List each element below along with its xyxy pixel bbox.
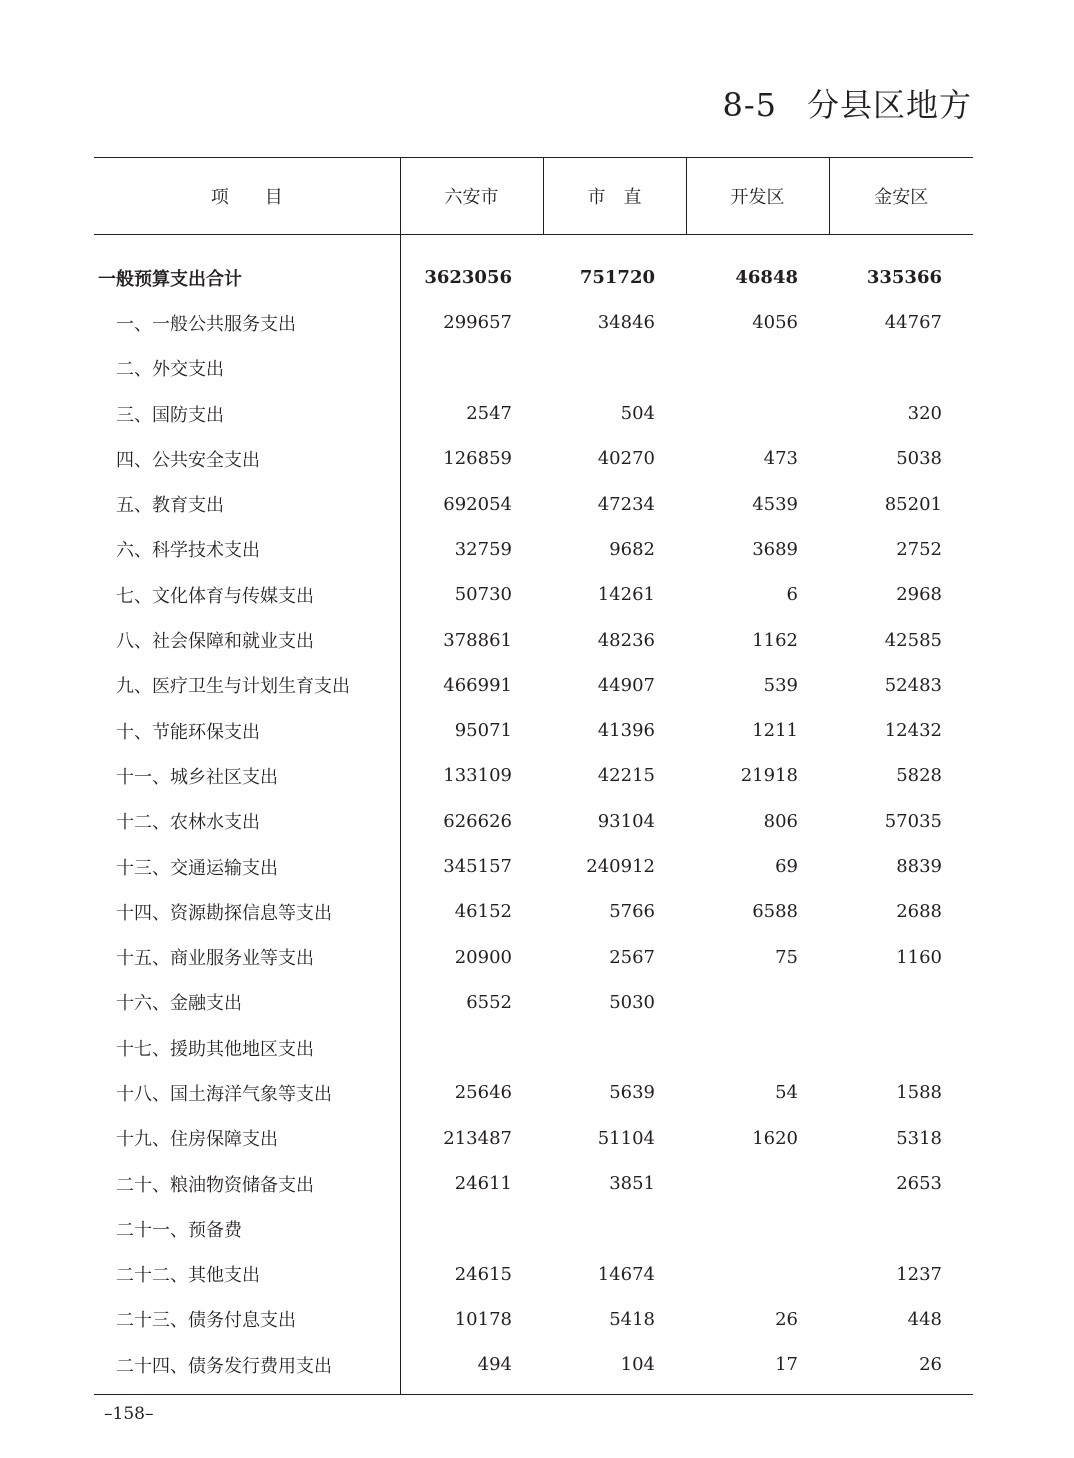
budget-expenditure-table xyxy=(94,157,973,1395)
value-lu-an-city: 95071 xyxy=(454,720,512,742)
total-row xyxy=(94,235,973,301)
table-row xyxy=(94,799,973,844)
value-development-zone: 1620 xyxy=(752,1127,798,1149)
value-jin-an-district xyxy=(829,1206,973,1251)
value-city-direct: 5639 xyxy=(609,1082,655,1104)
value-jin-an-district: 5828 xyxy=(896,765,942,787)
value-lu-an-city: 24615 xyxy=(454,1263,512,1285)
row-label: 十六、金融支出 xyxy=(94,980,400,1025)
table-body xyxy=(94,235,973,1395)
row-label: 七、文化体育与传媒支出 xyxy=(94,572,400,617)
value-development-zone xyxy=(686,346,829,391)
value-city-direct: 48236 xyxy=(597,629,655,651)
value-jin-an-district: 2968 xyxy=(896,584,942,606)
value-city-direct: 51104 xyxy=(597,1127,655,1149)
value-jin-an-district: 2688 xyxy=(896,901,942,923)
value-development-zone xyxy=(686,391,829,436)
value-development-zone: 1162 xyxy=(752,629,798,651)
value-development-zone: 6 xyxy=(786,584,798,606)
header-lu-an-city: 六安市 xyxy=(400,158,543,235)
table-number: 8-5 xyxy=(722,86,777,124)
value-development-zone: 806 xyxy=(763,810,798,832)
value-city-direct: 34846 xyxy=(597,312,655,334)
header-row xyxy=(94,158,973,235)
value-city-direct: 42215 xyxy=(597,765,655,787)
row-label: 十八、国土海洋气象等支出 xyxy=(94,1070,400,1115)
value-city-direct: 9682 xyxy=(609,538,655,560)
total-value-city-direct: 751720 xyxy=(579,267,655,289)
value-development-zone xyxy=(686,1252,829,1297)
table-row xyxy=(94,617,973,662)
value-lu-an-city: 345157 xyxy=(443,856,512,877)
value-development-zone: 4056 xyxy=(752,312,798,334)
table-row xyxy=(94,663,973,708)
value-jin-an-district: 26 xyxy=(829,1342,973,1395)
table-row xyxy=(94,753,973,798)
value-city-direct: 2567 xyxy=(609,946,655,968)
value-lu-an-city xyxy=(400,1206,543,1251)
total-value-lu-an-city: 3623056 xyxy=(424,267,512,289)
header-city-direct: 市 直 xyxy=(543,158,686,235)
row-label: 二十三、债务付息支出 xyxy=(94,1297,400,1342)
value-lu-an-city: 6552 xyxy=(466,991,512,1013)
row-label: 六、科学技术支出 xyxy=(94,527,400,572)
value-lu-an-city: 626626 xyxy=(443,810,512,832)
value-lu-an-city: 20900 xyxy=(454,946,512,968)
table-row xyxy=(94,1116,973,1161)
value-development-zone xyxy=(686,1025,829,1070)
table-row xyxy=(94,844,973,889)
value-lu-an-city: 50730 xyxy=(454,584,512,606)
value-lu-an-city: 466991 xyxy=(443,674,512,696)
value-lu-an-city: 46152 xyxy=(454,901,512,923)
value-lu-an-city: 25646 xyxy=(454,1082,512,1104)
row-label: 二、外交支出 xyxy=(94,346,400,391)
value-jin-an-district: 5318 xyxy=(896,1127,942,1149)
value-development-zone: 539 xyxy=(763,674,798,696)
row-label: 十七、援助其他地区支出 xyxy=(94,1025,400,1070)
row-label: 十三、交通运输支出 xyxy=(94,844,400,889)
value-development-zone: 75 xyxy=(775,946,798,968)
value-lu-an-city: 126859 xyxy=(443,448,512,470)
page-number: –158– xyxy=(104,1404,154,1424)
value-jin-an-district xyxy=(829,980,973,1025)
row-label: 十九、住房保障支出 xyxy=(94,1116,400,1161)
header-item: 项 目 xyxy=(94,158,400,235)
row-label: 九、医疗卫生与计划生育支出 xyxy=(94,663,400,708)
table-row xyxy=(94,708,973,753)
value-city-direct: 104 xyxy=(543,1342,686,1395)
value-city-direct: 14261 xyxy=(597,584,655,606)
table-row xyxy=(94,391,973,436)
table-title-text: 分县区地方 xyxy=(806,86,972,124)
value-lu-an-city: 692054 xyxy=(443,493,512,515)
budget-expenditure-table-container xyxy=(94,157,973,1395)
table-row xyxy=(94,300,973,345)
value-development-zone: 21918 xyxy=(740,765,798,787)
table-row xyxy=(94,1252,973,1297)
value-jin-an-district: 57035 xyxy=(884,810,942,832)
value-city-direct: 504 xyxy=(620,403,655,425)
value-city-direct: 93104 xyxy=(597,810,655,832)
table-row xyxy=(94,572,973,617)
table-row xyxy=(94,1070,973,1115)
value-jin-an-district: 320 xyxy=(907,403,942,425)
value-city-direct xyxy=(543,1025,686,1070)
value-lu-an-city: 213487 xyxy=(443,1127,512,1149)
row-label: 二十一、预备费 xyxy=(94,1206,400,1251)
value-development-zone xyxy=(686,1206,829,1251)
value-jin-an-district: 2752 xyxy=(896,538,942,560)
value-city-direct: 40270 xyxy=(597,448,655,470)
value-jin-an-district: 1237 xyxy=(896,1263,942,1285)
row-label: 一、一般公共服务支出 xyxy=(94,300,400,345)
value-city-direct: 44907 xyxy=(597,674,655,696)
value-development-zone: 17 xyxy=(686,1342,829,1395)
value-development-zone: 26 xyxy=(775,1308,798,1330)
row-label: 四、公共安全支出 xyxy=(94,436,400,481)
value-jin-an-district: 448 xyxy=(907,1308,942,1330)
value-lu-an-city: 378861 xyxy=(443,629,512,651)
table-row xyxy=(94,1025,973,1070)
value-city-direct: 3851 xyxy=(609,1173,655,1195)
row-label: 三、国防支出 xyxy=(94,391,400,436)
value-jin-an-district: 12432 xyxy=(884,720,942,742)
row-label: 八、社会保障和就业支出 xyxy=(94,617,400,662)
value-lu-an-city: 24611 xyxy=(454,1173,512,1195)
value-city-direct xyxy=(543,1206,686,1251)
value-lu-an-city: 133109 xyxy=(443,765,512,787)
value-jin-an-district: 8839 xyxy=(896,856,942,877)
value-development-zone: 54 xyxy=(775,1082,798,1104)
value-lu-an-city: 299657 xyxy=(443,312,512,334)
table-row xyxy=(94,346,973,391)
total-value-jin-an-district: 335366 xyxy=(866,267,942,289)
value-lu-an-city xyxy=(400,346,543,391)
value-jin-an-district: 2653 xyxy=(896,1173,942,1195)
row-label: 二十四、债务发行费用支出 xyxy=(94,1342,400,1395)
value-jin-an-district: 42585 xyxy=(884,629,942,651)
value-jin-an-district: 44767 xyxy=(884,312,942,334)
row-label: 二十、粮油物资储备支出 xyxy=(94,1161,400,1206)
row-label: 十二、农林水支出 xyxy=(94,799,400,844)
table-row xyxy=(94,1342,973,1395)
value-city-direct: 47234 xyxy=(597,493,655,515)
table-row xyxy=(94,1297,973,1342)
header-development-zone: 开发区 xyxy=(686,158,829,235)
value-city-direct: 240912 xyxy=(586,856,655,877)
value-city-direct: 5766 xyxy=(609,901,655,923)
value-jin-an-district: 1160 xyxy=(896,946,942,968)
value-jin-an-district: 52483 xyxy=(884,674,942,696)
table-row xyxy=(94,481,973,526)
table-row xyxy=(94,1161,973,1206)
table-row xyxy=(94,980,973,1025)
value-jin-an-district xyxy=(829,1025,973,1070)
value-jin-an-district: 5038 xyxy=(896,448,942,470)
table-row xyxy=(94,934,973,979)
value-lu-an-city: 10178 xyxy=(454,1308,512,1330)
total-row-label: 一般预算支出合计 xyxy=(94,235,400,301)
table-row xyxy=(94,889,973,934)
value-lu-an-city: 32759 xyxy=(454,538,512,560)
value-city-direct: 14674 xyxy=(597,1263,655,1285)
value-jin-an-district: 85201 xyxy=(884,493,942,515)
value-development-zone xyxy=(686,980,829,1025)
value-development-zone: 1211 xyxy=(752,720,798,742)
value-development-zone: 69 xyxy=(775,856,798,877)
row-label: 十一、城乡社区支出 xyxy=(94,753,400,798)
row-label: 十四、资源勘探信息等支出 xyxy=(94,889,400,934)
value-city-direct: 41396 xyxy=(597,720,655,742)
row-label: 二十二、其他支出 xyxy=(94,1252,400,1297)
value-development-zone: 473 xyxy=(763,448,798,470)
value-city-direct xyxy=(543,346,686,391)
total-value-development-zone: 46848 xyxy=(735,267,798,289)
row-label: 十五、商业服务业等支出 xyxy=(94,934,400,979)
table-row xyxy=(94,436,973,481)
page-title xyxy=(722,80,972,126)
value-city-direct: 5418 xyxy=(609,1308,655,1330)
row-label: 十、节能环保支出 xyxy=(94,708,400,753)
row-label: 五、教育支出 xyxy=(94,481,400,526)
header-jin-an-district: 金安区 xyxy=(829,158,973,235)
value-lu-an-city xyxy=(400,1025,543,1070)
value-city-direct: 5030 xyxy=(609,991,655,1013)
value-development-zone: 6588 xyxy=(752,901,798,923)
value-lu-an-city: 2547 xyxy=(466,403,512,425)
value-lu-an-city: 494 xyxy=(400,1342,543,1395)
value-development-zone: 4539 xyxy=(752,493,798,515)
table-row xyxy=(94,1206,973,1251)
value-development-zone xyxy=(686,1161,829,1206)
value-jin-an-district xyxy=(829,346,973,391)
table-row xyxy=(94,527,973,572)
value-jin-an-district: 1588 xyxy=(896,1082,942,1104)
value-development-zone: 3689 xyxy=(752,538,798,560)
